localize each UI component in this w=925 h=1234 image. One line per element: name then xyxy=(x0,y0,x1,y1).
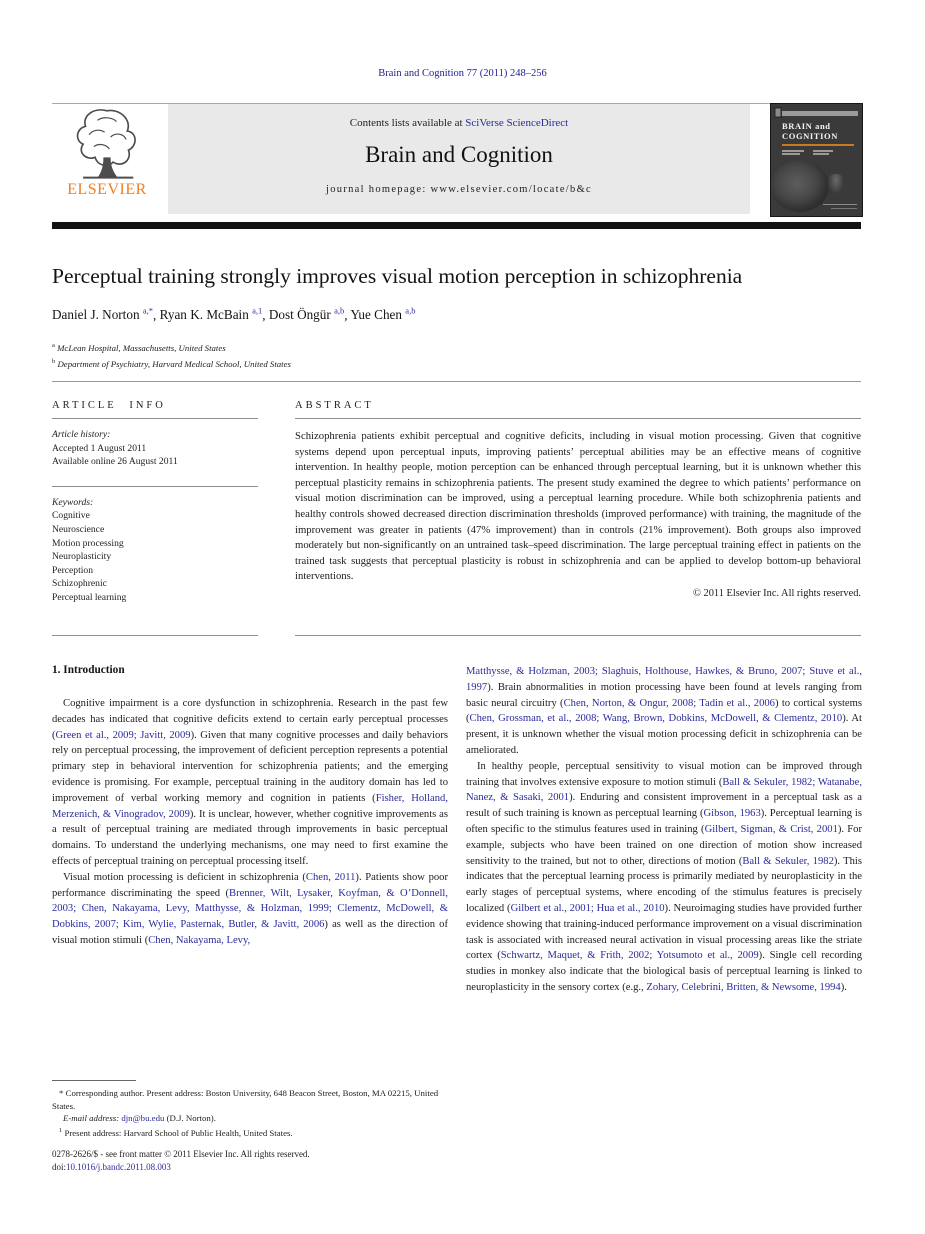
cover-top-band xyxy=(782,111,858,116)
elsevier-tree-icon xyxy=(52,106,162,180)
history-item: Accepted 1 August 2011 xyxy=(52,442,147,454)
history-item: Available online 26 August 2011 xyxy=(52,456,178,468)
title-section-rule xyxy=(52,381,861,382)
article-title: Perceptual training strongly improves visual motion perception in schizophrenia xyxy=(52,264,743,288)
email-footnote: E-mail address: djn@bu.edu (D.J. Norton). xyxy=(63,1113,216,1124)
keyword: Cognitive xyxy=(52,510,90,522)
affiliation: $^b$ Department of Psychiatry, Harvard Medical School, United States xyxy=(52,357,291,369)
article-history-label: Article history: xyxy=(52,429,111,440)
body-paragraph: Cognitive impairment is a core dysfunction in schizophrenia. Research in the past few decades has indicated that cognitive deficits extend to certain early perceptual processes (Green et al., 2009; Javitt, 2009). Given that many cognitive processes and daily behaviors rely on perceptual processing, the improvement of deficient perception represents a potential primary step in behavioral intervention for schizophrenia patients; and the emerging evidence is promising. For example, perceptual training in the auditory domain has led to improvement of verbal working memory and cognition in patients (Fisher, Holland, Merzenich, & Vinogradov, 2009). It is unclear, however, whether cognitive improvements as a result of perceptual training are mediated through improvements in basic perceptual domains. To understand the underlying mechanisms, one may need to first examine the effects of perceptual training on perceptual processing itself. xyxy=(52,698,449,867)
journal-cover-thumbnail[interactable] xyxy=(770,103,863,217)
citation-link[interactable]: Fisher, Holland, Merzenich, & Vinogradov, 2009 xyxy=(52,792,448,820)
cover-editor-text-bar xyxy=(782,153,800,155)
abstract-panel xyxy=(295,400,861,599)
citation-link[interactable]: Chen, Norton, & Ongur, 2008; Tadin et al., 2006 xyxy=(563,697,775,709)
author[interactable]: Yue Chen $^{a,b}$ xyxy=(350,306,416,323)
keyword: Perception xyxy=(52,564,94,576)
abstract-heading: ABSTRACT xyxy=(295,400,374,411)
footnotes xyxy=(52,1080,454,1139)
footnote-rule xyxy=(52,1080,136,1081)
abstract-bottom-rule xyxy=(295,635,861,636)
keyword: Perceptual learning xyxy=(52,591,127,603)
imprint xyxy=(52,1148,310,1174)
cover-brainstem-image xyxy=(828,174,844,194)
cover-footer-bar xyxy=(831,208,857,210)
author-line: Daniel J. Norton $^{a,*}$, Ryan K. McBain $^{a,1}$, Dost Öngür $^{a,b}$, Yue Chen $^{a,b}$ xyxy=(52,306,416,323)
citation-link[interactable]: djn@bu.edu xyxy=(121,1113,165,1124)
article-info-bottom-rule xyxy=(52,635,258,636)
keyword: Neuroplasticity xyxy=(52,551,112,563)
author-affiliation-marker: a,b xyxy=(405,306,416,316)
cover-journal-title: BRAIN and COGNITION xyxy=(782,121,838,141)
author[interactable]: Ryan K. McBain $^{a,1}$ xyxy=(159,306,263,323)
keyword: Schizophrenic xyxy=(52,578,107,590)
abstract-text: Schizophrenia patients exhibit perceptual and cognitive deficits, including in visual motion processing. Given that cognitive systems depend upon perceptual inputs, improving patients’ perceptual abilities may be an effective means of cognitive intervention. In healthy people, motion perception can be enhanced through perceptual learning, but it is unknown whether this perceptual plasticity remains in schizophrenia patients. The present study examined the degree to which patients’ performance on visual motion discrimination can be improved, using a perceptual learning procedure. While both schizophrenia patients and healthy controls showed decreased direction discrimination thresholds (improved performance) with training, the magnitude of the improvement was greater in patients (47% improvement) than in controls (21% improvement). Both groups also improved moderately but non-significantly on an untrained task–speed discrimination. The large perceptual training effect in patients on the trained task suggests that perceptual plasticity is robust in schizophrenia and can be applied to develop bottom-up behavioral interventions. xyxy=(295,430,861,583)
body-paragraph: Visual motion processing is deficient in schizophrenia (Chen, 2011). Patients show poor performance discriminating the speed (Brenner, Wilt, Lysaker, Koyfman, & O’Donnell, 2003; Chen, Nakayama, Levy, Matthysse, & Holzman, 1999; Clementz, McDowell, & Dobkins, 2007; Kim, Wylie, Pasternak, Butler, & Javitt, 2006) as well as the direction of visual motion stimuli (Chen, Nakayama, Levy, xyxy=(52,871,449,946)
citation-link[interactable]: Brenner, Wilt, Lysaker, Koyfman, & O’Donnell, 2003; Chen, Nakayama, Levy, Matthysse, & Holzman, 1999; Clementz, McDowell, & Dobkins, 2007; Kim, Wylie, Pasternak, Butler, & Javitt, 2006 xyxy=(52,887,448,931)
affiliation: $^a$ McLean Hospital, Massachusetts, United States xyxy=(52,342,226,353)
journal-header xyxy=(52,104,861,214)
citation-link[interactable]: Chen, Nakayama, Levy, xyxy=(148,934,251,946)
citation-link[interactable]: Chen, 2011 xyxy=(305,871,356,883)
contents-line xyxy=(168,117,750,129)
cover-footer-bar xyxy=(823,204,857,206)
cover-editor-text-bar xyxy=(813,150,833,152)
right-column xyxy=(466,664,862,996)
corresponding-author-footnote: * Corresponding author. Present address: Boston University, 648 Beacon Street, Boston, MA 02215, United States. xyxy=(52,1088,439,1111)
rule xyxy=(52,418,258,419)
cover-publisher-mark-icon xyxy=(774,107,782,118)
left-column xyxy=(52,664,448,996)
sciverse-sciencedirect-link[interactable]: SciVerse ScienceDirect xyxy=(465,117,569,129)
author[interactable]: Dost Öngür $^{a,b}$ xyxy=(268,306,345,323)
citation-link[interactable]: Green et al., 2009; Javitt, 2009 xyxy=(55,729,191,741)
keywords-label: Keywords: xyxy=(52,496,94,508)
citation-link[interactable]: Gilbert et al., 2001; Hua et al., 2010 xyxy=(510,902,665,914)
rule xyxy=(295,418,861,419)
journal-citation: Brain and Cognition 77 (2011) 248–256 xyxy=(378,68,547,79)
elsevier-wordmark: ELSEVIER xyxy=(67,181,147,198)
citation-link[interactable]: Matthysse, & Holzman, 2003; Slaghuis, Holthouse, Hawkes, & Bruno, 2007; Stuve et al., 1997 xyxy=(466,666,862,693)
author-affiliation-marker: a,* xyxy=(142,306,153,316)
body-paragraph: In healthy people, perceptual sensitivity to visual motion can be improved through training that involves extensive exposure to motion stimuli (Ball & Sekuler, 1982; Watanabe, Nanez, & Sasaki, 2001). Enduring and consistent improvement in a perceptual task as a result of such training is known as perceptual learning (Gibson, 1963). Perceptual learning is often specific to the stimulus features used in training (Gilbert, Sigman, & Crist, 2001). For example, subjects who have been trained on one direction of motion show increased sensitivity to the trained, but not to other, directions of motion (Ball & Sekuler, 1982). This indicates that the perceptual learning process is primarily mediated by neuroplasticity in the early stages of perceptual systems, where encoding of the stimulus features is precisely localized (Gilbert et al., 2001; Hua et al., 2010). Neuroimaging studies have provided further evidence showing that training-induced performance improvement on a visual discrimination task is associated with increased neural activation in visual processing areas like the striate cortex (Schwartz, Maquet, & Frith, 2002; Yotsumoto et al., 2009). Single cell recording studies in monkey also indicate that the biological basis of perceptual learning is linked to neuroplasticity in the sensory cortex (e.g., Zohary, Celebrini, Britten, & Newsome, 1994). xyxy=(466,760,863,993)
journal-homepage-link[interactable]: journal homepage: www.elsevier.com/locate/b&c xyxy=(326,184,592,195)
elsevier-logo[interactable] xyxy=(52,106,162,214)
citation-link[interactable]: Gilbert, Sigman, & Crist, 2001 xyxy=(704,823,838,835)
abstract-copyright: © 2011 Elsevier Inc. All rights reserved. xyxy=(693,587,861,599)
cover-editor-text-bar xyxy=(813,153,829,155)
doi-line: doi:10.1016/j.bandc.2011.08.003 xyxy=(52,1162,171,1172)
doi-link[interactable]: 10.1016/j.bandc.2011.08.003 xyxy=(66,1162,171,1172)
cover-brain-image xyxy=(771,160,829,212)
journal-banner xyxy=(168,104,750,214)
citation-link[interactable]: Ball & Sekuler, 1982 xyxy=(742,855,834,867)
header-divider-bar xyxy=(52,222,861,229)
citation-link[interactable]: Schwartz, Maquet, & Frith, 2002; Yotsumoto et al., 2009 xyxy=(500,950,759,962)
present-address-footnote: $^1$ Present address: Harvard School of Public Health, United States. xyxy=(59,1126,293,1138)
issn-copyright-line: 0278-2626/$ - see front matter © 2011 Elsevier Inc. All rights reserved. xyxy=(52,1149,310,1159)
contents-prefix: Contents lists available at xyxy=(349,117,466,129)
citation-link[interactable]: Zohary, Celebrini, Britten, & Newsome, 1994 xyxy=(646,981,841,993)
author-affiliation-marker: a,b xyxy=(334,306,345,316)
article-info-heading: ARTICLE INFO xyxy=(52,400,166,411)
body-paragraph: Matthysse, & Holzman, 2003; Slaghuis, Holthouse, Hawkes, & Bruno, 2007; Stuve et al., 1997). Brain abnormalities in motion processing have been found at levels ranging from basic neural circuitry (Chen, Norton, & Ongur, 2008; Tadin et al., 2006) to cortical systems (Chen, Grossman, et al., 2008; Wang, Brown, Dobkins, McDowell, & Clementz, 2010). At present, it is unknown whether the visual motion processing deficit in schizophrenia can be ameliorated. xyxy=(466,666,863,756)
affiliations xyxy=(52,339,852,371)
cover-editor-text-bar xyxy=(782,150,804,152)
citation-link[interactable]: Chen, Grossman, et al., 2008; Wang, Brown, Dobkins, McDowell, & Clementz, 2010 xyxy=(469,713,843,725)
body-columns xyxy=(52,664,862,996)
author[interactable]: Daniel J. Norton $^{a,*}$ xyxy=(52,306,153,323)
rule xyxy=(52,486,258,487)
keyword: Motion processing xyxy=(52,537,124,549)
citation-link[interactable]: Ball & Sekuler, 1982; Watanabe, Nanez, & Sasaki, 2001 xyxy=(466,776,862,804)
keyword: Neuroscience xyxy=(52,523,105,535)
author-affiliation-marker: a,1 xyxy=(252,306,263,316)
section-heading-introduction: 1. Introduction xyxy=(52,664,125,676)
journal-title: Brain and Cognition xyxy=(365,142,553,167)
citation-link[interactable]: Gibson, 1963 xyxy=(703,808,761,820)
cover-subtitle-bar xyxy=(782,144,854,146)
article-info-panel xyxy=(52,400,258,605)
